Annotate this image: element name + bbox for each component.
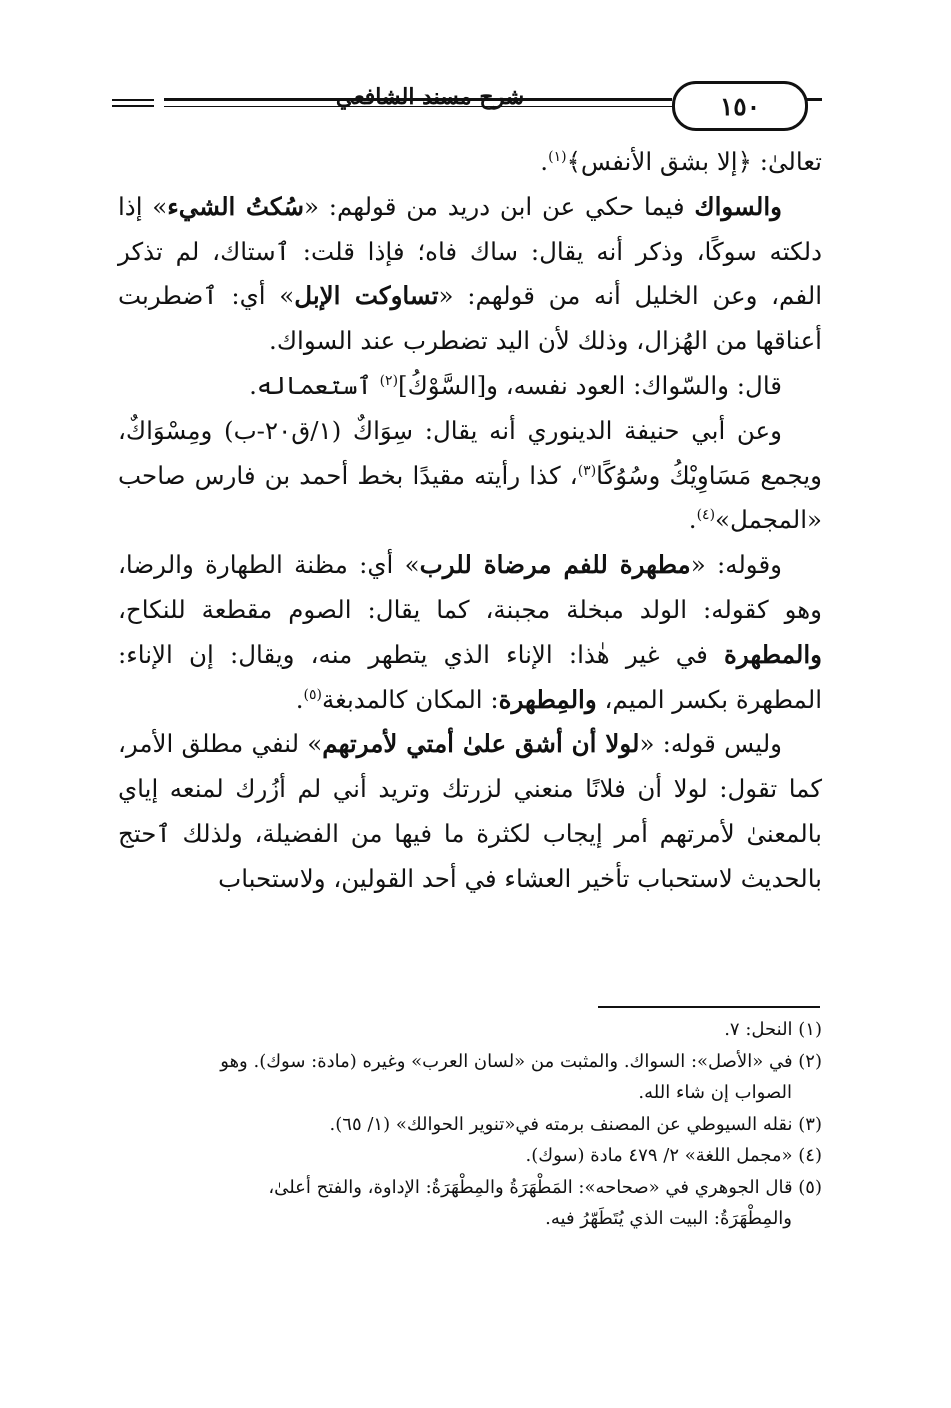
header-title: شرح مسند الشافعي: [335, 84, 525, 110]
paragraph-2: والسواك فيما حكي عن ابن دريد من قولهم: «سُكتُ الشيء» إذا دلكته سوكًا، وذكر أنه يقال: ساك فاه؛ فإذا قلت: ٱستاك، لم تذكر الفم، وعن الخليل أنه من قولهم: «تساوكت الإبل» أي: ٱضطربت أعناقها من الهُزال، وذلك لأن اليد تضطرب عند السواك.: [118, 191, 823, 356]
main-text: [118, 140, 822, 902]
footnote-1: (١) النحل: ٧.: [724, 1019, 822, 1040]
footnote-3: (٣) نقله السيوطي عن المصنف برمته في«تنوير الحوالك» (١/ ٦٥).: [329, 1113, 822, 1135]
footnotes: [110, 1014, 822, 1235]
header-ornament: [112, 99, 154, 111]
paragraph-6: وليس قوله: «لولا أن أشق علىٰ أمتي لأمرتهم» لنفي مطلق الأمر، كما تقول: لولا أن فلانًا منعني لزرتك وتريد أني لم أزُرك لمنعه إياي بالمعنىٰ لأمرتهم أمر إيجاب لكثرة ما فيها من الفضيلة، ولذلك ٱحتج بالحديث لاستحباب تأخير العشاء في أحد القولين، ولاستحباب: [118, 729, 822, 893]
footnote-2-cont: الصواب إن شاء الله.: [638, 1082, 792, 1103]
footnote-5: (٥) قال الجوهري في «صحاحه»: المَطْهَرَةُ والمِطْهَرَةُ: الإداوة، والفتح أعلىٰ،: [268, 1176, 822, 1198]
footnote-5-cont: والمِطْهَرَةُ: البيت الذي يُتَطَهّرُ فيه.: [545, 1208, 792, 1229]
footnote-2: (٢) في «الأصل»: السواك. والمثبت من «لسان العرب» وغيره (مادة: سوك). وهو: [220, 1050, 822, 1072]
page-number: ١٥٠: [672, 81, 808, 131]
paragraph-5: وقوله: «مطهرة للفم مرضاة للرب» أي: مظنة الطهارة والرضا، وهو كقوله: الولد مبخلة مجبنة، كما يقال: الصوم مقطعة للنكاح، والمطهرة في غير هٰذا: الإناء الذي يتطهر منه، ويقال: إن الإناء: المطهرة بكسر الميم، والمِطهرة: المكان كالمدبغة$^{(٥)}$.: [118, 550, 822, 714]
paragraph-3: قال: والسّواك: العود نفسه، و[السَّوْكُ]$^{(٢)}$ ٱستعماله.: [249, 370, 782, 400]
footnote-separator: [598, 1006, 820, 1008]
footnote-4: (٤) «مجمل اللغة» ٢/ ٤٧٩ مادة (سوك).: [525, 1145, 822, 1166]
paragraph-4: وعن أبي حنيفة الدينوري أنه يقال: سِوَاكٌ (١/ق٢٠-ب) ومِسْوَاكٌ، ويجمع مَسَاوِيْكُ وسُوُكًا$^{(٣)}$، كذا رأيته مقيدًا بخط أحمد بن فارس صاحب «المجمل»$^{(٤)}$.: [118, 415, 823, 535]
paragraph-1: تعالىٰ: ﴿إلا بشق الأنفس﴾$^{(١)}$.: [540, 147, 822, 176]
